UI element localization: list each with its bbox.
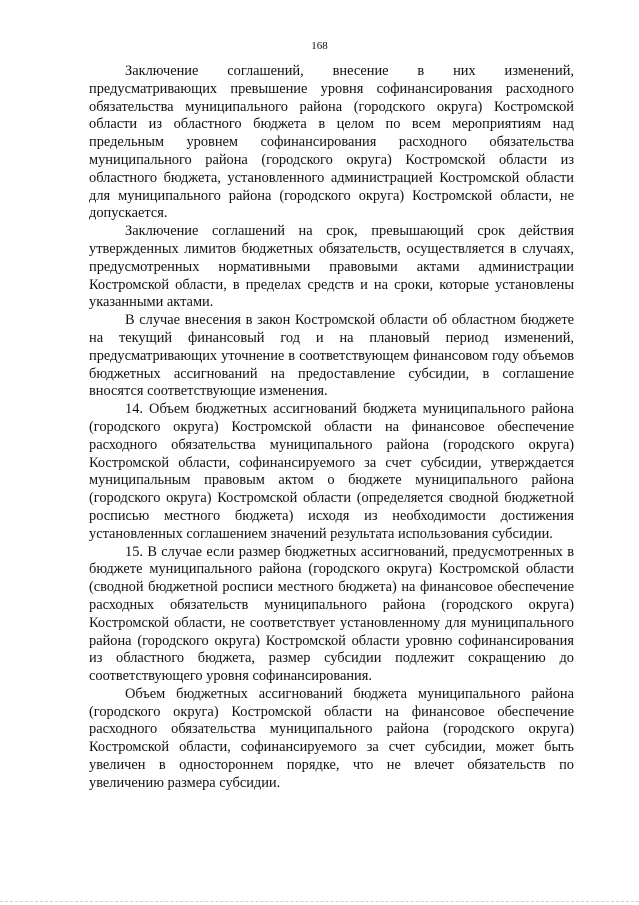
paragraph-agreement-term: Заключение соглашений на срок, превышающий срок действия утвержденных лимитов бюджетных обязательств, осуществляется в случаях, предусмотренных нормативными правовыми актами администрации Костромской области, в пределах средств и на сроки, которые установлены указанными актами.: [89, 223, 574, 311]
page-number: 168: [311, 40, 328, 52]
paragraph-agreement-cofinancing-limit: Заключение соглашений, внесение в них изменений, предусматривающих превышение уровня софинансирования расходного обязательства муниципального района (городского округа) Костромской области из областного бюджета в целом по всем мероприятиям над предельным уровнем софинансирования расходного обязательства муниципального района (городского округа) Костромской области из областного бюджета, установленного администрацией Костромской области для муниципального района (городского округа) Костромской области, не допускается.: [89, 63, 574, 222]
document-body: [89, 63, 574, 793]
paragraph-item-15: 15. В случае если размер бюджетных ассигнований, предусмотренных в бюджете муниципального района (городского округа) Костромской области (сводной бюджетной росписи местного бюджета) на финансовое обеспечение расходных обязательств муниципального района (городского округа) Костромской области, не соответствует установленному для муниципального района (городского округа) Костромской области уровню софинансирования из областного бюджета, размер субсидии подлежит сокращению до соответствующего уровня софинансирования.: [89, 543, 574, 685]
paragraph-unilateral-increase: Объем бюджетных ассигнований бюджета муниципального района (городского округа) Костромской области на финансовое обеспечение расходного обязательства муниципального района (городского округа) Костромской области, софинансируемого за счет субсидии, может быть увеличен в одностороннем порядке, что не влечет обязательств по увеличению размера субсидии.: [89, 685, 574, 791]
paragraph-item-14: 14. Объем бюджетных ассигнований бюджета муниципального района (городского округа) Костромской области на финансовое обеспечение расходного обязательства муниципального района (городского округа) Костромской области, софинансируемого за счет субсидии, утверждается муниципальным правовым актом о бюджете муниципального района (городского округа) Костромской области (определяется сводной бюджетной росписью местного бюджета) исходя из необходимости достижения установленных соглашением значений результата использования субсидии.: [89, 401, 574, 542]
page-bottom-edge: [0, 901, 639, 902]
paragraph-budget-law-changes: В случае внесения в закон Костромской области об областном бюджете на текущий финансовый год и на плановый период изменений, предусматривающих уточнение в соответствующем финансовом году объемов бюджетных ассигнований на предоставление субсидии, в соглашение вносятся соответствующие изменения.: [89, 312, 574, 400]
